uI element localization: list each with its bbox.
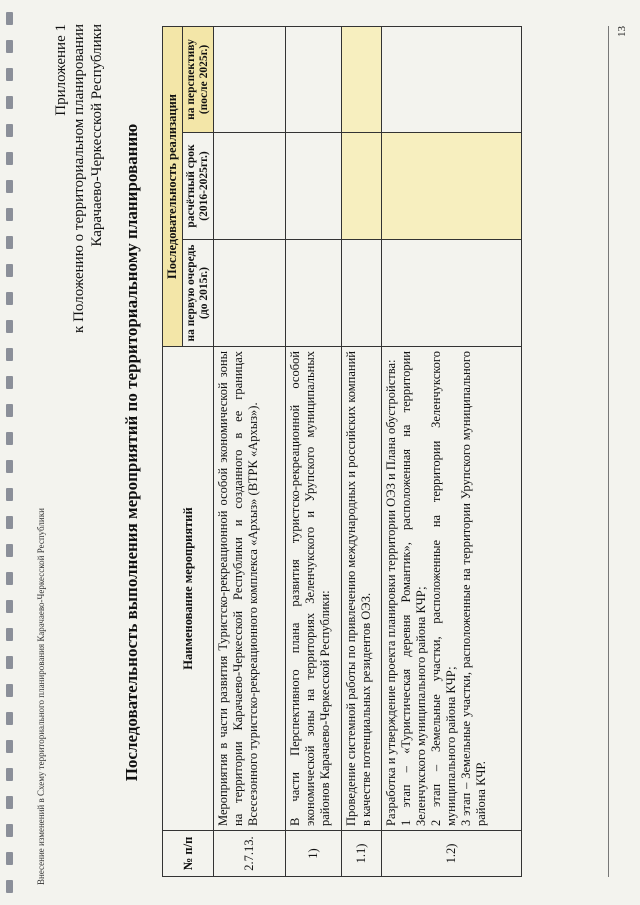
binder-hole (6, 208, 13, 221)
table-header-row (163, 26, 183, 876)
column-group-sequence: Последовательность реализации (163, 26, 183, 346)
binder-hole (6, 852, 13, 865)
binder-hole (6, 684, 13, 697)
table-row (286, 26, 342, 876)
binder-hole (6, 740, 13, 753)
binder-hole (6, 516, 13, 529)
appendix-note (52, 24, 106, 333)
cell-calc-period (286, 133, 342, 240)
row-description (342, 347, 382, 831)
row-description (214, 347, 286, 831)
binder-hole (6, 320, 13, 333)
binder-hole (6, 180, 13, 193)
table-row (214, 26, 286, 876)
document-title: Последовательность выполнения мероприятий по территориальному планированию (122, 123, 141, 782)
cell-future (286, 26, 342, 132)
binder-hole (6, 12, 13, 25)
row-number: 1.1) (342, 831, 382, 877)
cell-calc-period (214, 133, 286, 240)
binder-hole (6, 124, 13, 137)
cell-first-stage (214, 240, 286, 347)
appendix-line: Карачаево-Черкесской Республики (89, 24, 105, 247)
binder-hole (6, 68, 13, 81)
binder-hole (6, 96, 13, 109)
column-header-number: № п/п (163, 831, 214, 877)
binder-hole (6, 880, 13, 893)
row-description (286, 347, 342, 831)
binder-hole (6, 768, 13, 781)
binder-hole (6, 824, 13, 837)
binder-hole (6, 656, 13, 669)
description-line: 1 этап – «Туристическая деревня Романтик», расположенная на территории Зеленчукского муниципального района КЧР; (399, 351, 428, 826)
binder-hole (6, 460, 13, 473)
binder-hole (6, 236, 13, 249)
binder-hole (6, 376, 13, 389)
row-description (382, 347, 522, 831)
binder-hole (6, 292, 13, 305)
rotated-page (30, 0, 630, 905)
column-header-name: Наименование мероприятий (163, 347, 214, 831)
table-row (342, 26, 382, 876)
measures-table (162, 26, 522, 877)
binder-hole (6, 796, 13, 809)
binder-hole (6, 264, 13, 277)
cell-future (342, 26, 382, 132)
cell-calc-period (342, 133, 382, 240)
binder-hole (6, 628, 13, 641)
binder-hole (6, 152, 13, 165)
row-number: 2.7.13. (214, 831, 286, 877)
appendix-line: к Положению о территориальном планировании (71, 24, 87, 333)
appendix-line: Приложение 1 (53, 24, 69, 116)
footer-rule (608, 26, 609, 877)
description-line: Разработка и утверждение проекта планировки территории ОЭЗ и Плана обустройства: (384, 359, 398, 826)
binder-hole (6, 432, 13, 445)
column-header-calc-period: расчётный срок (2016-2025гг.) (183, 133, 214, 240)
cell-future (214, 26, 286, 132)
cell-first-stage (286, 240, 342, 347)
binder-hole (6, 348, 13, 361)
page-content (30, 0, 630, 905)
running-title: Внесение изменений в Схему территориального планирования Карачаево-Черкесской Республики (36, 508, 46, 885)
cell-first-stage (382, 240, 522, 347)
description-line: В части Перспективного плана развития туристско-рекреационной особой экономической зоны на территориях Зеленчукского и Урупского муниципальных районов Карачаево-Черкесской Республики: (288, 351, 332, 826)
cell-future (382, 26, 522, 132)
table-row (382, 26, 522, 876)
binder-hole (6, 404, 13, 417)
binder-hole (6, 488, 13, 501)
row-number: 1) (286, 831, 342, 877)
binder-hole (6, 572, 13, 585)
description-line: Мероприятия в части развития Туристско-рекреационной особой экономической зоны на территории Карачаево-Черкесской Республики и созданного в ее границах Всесезонного туристско-рекреационного комплекса «Архыз» (ВТРК «Архыз»). (216, 351, 260, 826)
description-line: 3 этап – Земельные участки, расположенные на территории Урупского муниципального района КЧР. (459, 351, 488, 826)
cell-calc-period (382, 133, 522, 240)
page-number: 13 (616, 26, 628, 37)
column-header-future: на перспективу (после 2025г.) (183, 26, 214, 132)
column-header-first-stage: на первую очередь (до 2015г.) (183, 240, 214, 347)
binder-hole (6, 712, 13, 725)
row-number: 1.2) (382, 831, 522, 877)
description-line: 2 этап – Земельные участки, расположенные на территории Зеленчукского муниципального района КЧР; (429, 351, 458, 826)
description-line: Проведение системной работы по привлечению международных и российских компаний в качестве потенциальных резидентов ОЭЗ. (344, 351, 373, 826)
binder-hole (6, 600, 13, 613)
binder-hole (6, 40, 13, 53)
binder-hole (6, 544, 13, 557)
cell-first-stage (342, 240, 382, 347)
binder-holes (0, 0, 20, 905)
